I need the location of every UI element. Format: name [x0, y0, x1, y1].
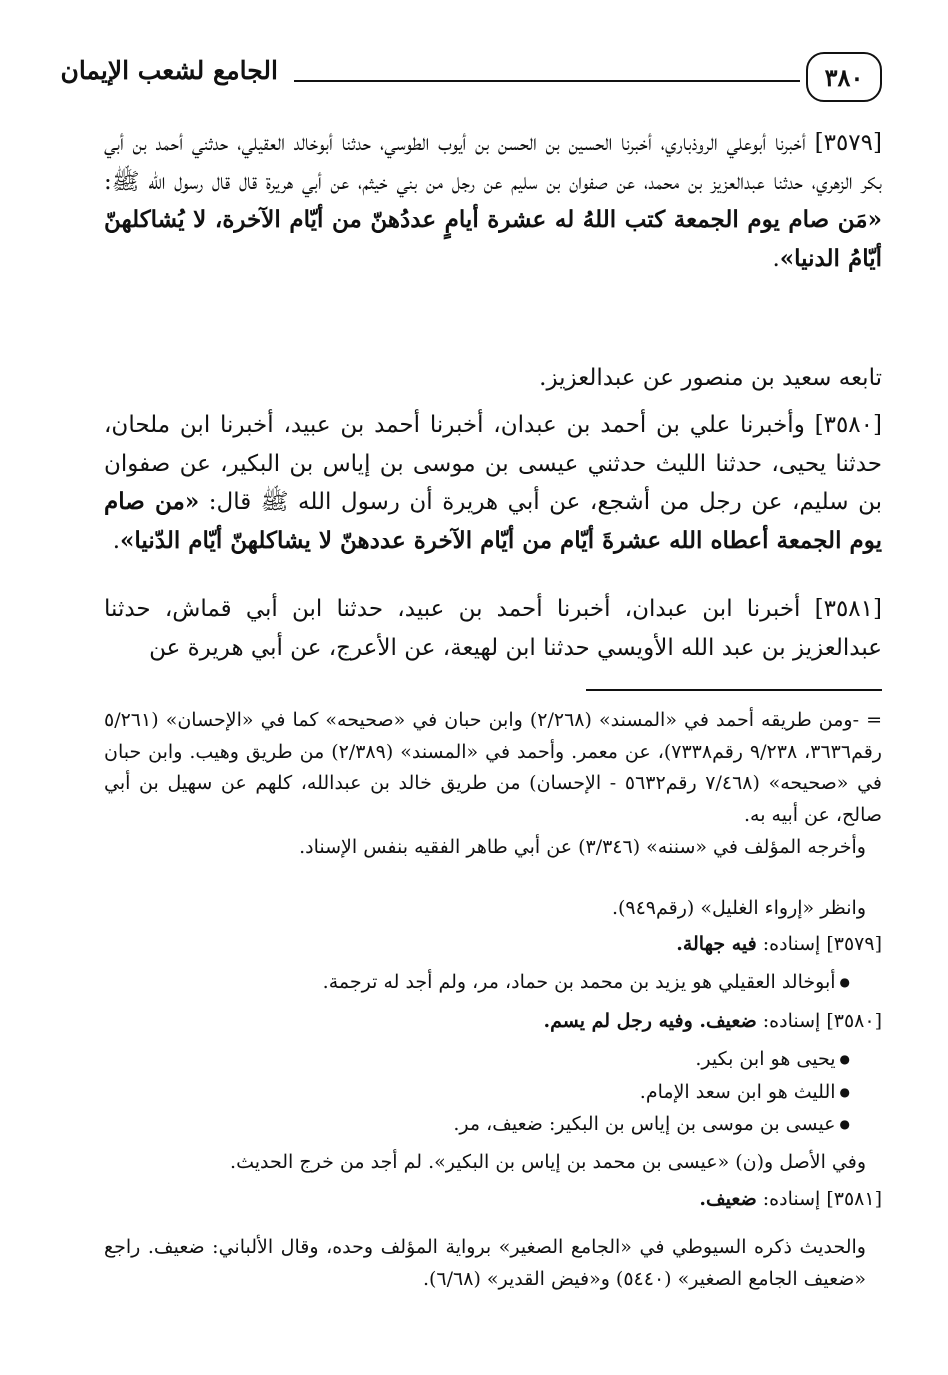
- hadith-3581: [٣٥٨١] أخبرنا ابن عبدان، أخبرنا أحمد بن عبيد، حدثنا ابن أبي قماش، حدثنا عبدالعزيز بن عبد الله الأويسي حدثنا ابن لهيعة، عن الأعرج، عن أبي هريرة عن: [104, 596, 882, 661]
- hadith-3580: [104, 406, 882, 560]
- footnote-3580: [104, 1006, 882, 1038]
- footnote-3580-note: وفي الأصل و(ن) «عيسى بن محمد بن إياس بن البكير». لم أجد من خرج الحديث.: [230, 1151, 866, 1173]
- footnote-3580-bullet-3: ● عيسى بن موسى بن إياس بن البكير: ضعيف، مر.: [104, 1109, 850, 1143]
- hadith-3580-matn: «من صام يوم الجمعة أعطاه الله عشرةَ أيّام من أيّام الآخرة عددهنّ لا يشاكلهنّ أيّام الدّنيا»: [104, 488, 882, 554]
- footnote-continuation: = -ومن طريقه أحمد في «المسند» (٢/٢٦٨) وابن حبان في «صحيحه» كما في «الإحسان» (٥/٢٦١ رقم٣٦٣٦، ٩/٢٣٨ رقم٧٣٣٨)، عن معمر. وأحمد في «المسند» (٢/٣٨٩) من طريق وهيب. وابن حبان في «صحيحه» (٧/٤٦٨ رقم٥٦٣٢ - الإحسان) من طريق خالد بن عبدالله، كلهم عن سهيل بن أبي صالح، عن أبيه به.: [104, 709, 883, 826]
- footnote-3579: [104, 929, 882, 961]
- footnote-3579-verdict: فيه جهالة.: [676, 933, 757, 955]
- footnote-3581-verdict: ضعيف.: [699, 1188, 757, 1210]
- page-number: ٣٨٠: [806, 52, 882, 102]
- footnote-3580-bullet-2: ● الليث هو ابن سعد الإمام.: [104, 1077, 850, 1111]
- header-rule: [294, 80, 800, 82]
- footnote-see-also: وانظر «إرواء الغليل» (رقم٩٤٩).: [611, 897, 866, 919]
- footnote-3581-label: [٣٥٨١] إسناده:: [756, 1188, 882, 1210]
- footnote-3581: [104, 1184, 882, 1216]
- hadith-3579-isnad: [٣٥٧٩] أخبرنا أبوعلي الروذباري، أخبرنا الحسين بن الحسن بن أيوب الطوسي، حدثنا أبوخالد العقيلي، حدثني أحمد بن أبي بكر الزهري، حدثنا عبدالعزيز بن محمد، عن صفوان بن سليم عن رجل من بني خيثم، عن أبي هريرة قال قال رسول الله ﷺ:: [104, 130, 882, 195]
- hadith-3580-isnad: [٣٥٨٠] وأخبرنا علي بن أحمد بن عبدان، أخبرنا أحمد بن عبيد، أخبرنا ابن ملحان، حدثنا يحيى، حدثنا الليث حدثني عيسى بن موسى بن إياس بن البكير، عن صفوان بن سليم، عن رجل من أشجع، عن أبي هريرة أن رسول الله ﷺ قال:: [104, 412, 882, 515]
- footnote-3581-note: والحديث ذكره السيوطي في «الجامع الصغير» برواية المؤلف وحده، وقال الألباني: ضعيف. راجع «ضعيف الجامع الصغير» (٥٤٤٠) و«فيض القدير» (٦/٦٨).: [104, 1236, 866, 1290]
- hadith-3580-end: .: [112, 527, 121, 554]
- page-header: [60, 52, 882, 112]
- footnote-3580-label: [٣٥٨٠] إسناده:: [756, 1010, 882, 1032]
- footnote-outcome: وأخرجه المؤلف في «سننه» (٣/٣٤٦) عن أبي طاهر الفقيه بنفس الإسناد.: [299, 836, 866, 858]
- hadith-3579-matn: «مَن صام يوم الجمعة كتب اللهُ له عشرة أيامٍ عددُهنّ من أيّام الآخرة، لا يُشاكلهنّ أيّامُ الدنيا»: [104, 206, 882, 272]
- running-title: الجامع لشعب الإيمان: [60, 56, 278, 85]
- footnote-3579-label: [٣٥٧٩] إسناده:: [756, 933, 882, 955]
- hadith-3579-follow-up: تابعه سعيد بن منصور عن عبدالعزيز.: [539, 365, 882, 391]
- footnote-3580-bullet-1: ● يحيى هو ابن بكير.: [104, 1044, 850, 1078]
- footnote-3580-verdict: ضعيف. وفيه رجل لم يسم.: [543, 1010, 757, 1032]
- footnote-separator: [586, 689, 882, 691]
- hadith-3579-end: .: [772, 245, 780, 272]
- footnote-3579-bullet: ● أبوخالد العقيلي هو يزيد بن محمد بن حماد، مر، ولم أجد له ترجمة.: [104, 967, 850, 1001]
- hadith-3579: [104, 124, 882, 278]
